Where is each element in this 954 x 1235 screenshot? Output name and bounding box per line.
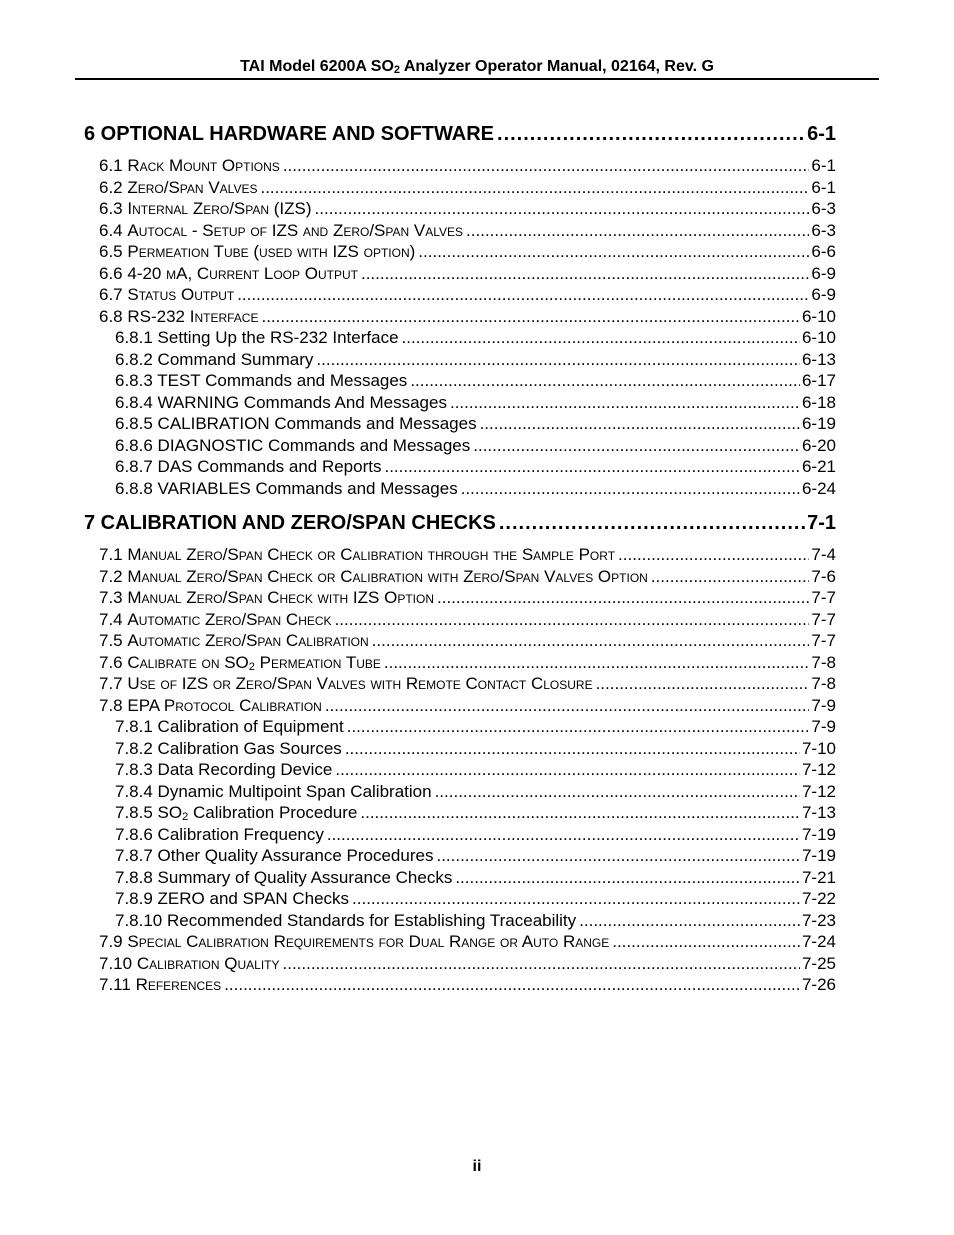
- entry-title: [115, 910, 576, 932]
- dot-leader: [618, 544, 809, 566]
- entry-text: Manual Zero/Span Check or Calibration with Zero/Span Valves Option: [127, 566, 648, 586]
- toc-entry[interactable]: [84, 845, 836, 867]
- entry-text: Rack Mount Options: [127, 156, 280, 175]
- dot-leader: [361, 263, 809, 285]
- toc-entry[interactable]: [84, 587, 836, 609]
- dot-leader: [497, 120, 805, 148]
- entry-title: [115, 759, 332, 781]
- entry-number: 7.8.6: [115, 824, 158, 844]
- toc-entry[interactable]: [84, 953, 836, 975]
- entry-page: 6-24: [801, 478, 836, 498]
- entry-page: 7-19: [801, 824, 836, 844]
- entry-title: [115, 349, 313, 371]
- entry-page: 6-9: [811, 285, 836, 304]
- dot-leader: [612, 931, 800, 953]
- entry-page: 7-23: [801, 910, 836, 930]
- entry-number: 7.6: [99, 652, 128, 672]
- entry-number: 7.8.10: [115, 910, 167, 930]
- entry-title: [115, 370, 407, 392]
- entry-page: 6-13: [801, 349, 836, 369]
- toc-entry[interactable]: [84, 478, 836, 500]
- entry-page: 7-9: [811, 717, 836, 736]
- toc-entry[interactable]: [84, 673, 836, 695]
- entry-text: EPA Protocol Calibration: [127, 695, 322, 715]
- dot-leader: [315, 198, 810, 220]
- dot-leader: [466, 220, 809, 242]
- dot-leader: [335, 759, 800, 781]
- dot-leader: [283, 953, 800, 975]
- dot-leader: [360, 802, 800, 824]
- toc-entry[interactable]: [84, 413, 836, 435]
- entry-title: [99, 630, 369, 652]
- dot-leader: [345, 738, 800, 760]
- entry-title: [115, 456, 381, 478]
- entry-page: 7-7: [811, 609, 836, 629]
- entry-text: TEST Commands and Messages: [157, 371, 408, 390]
- entry-number: 7.11: [99, 975, 136, 994]
- entry-page: 7-7: [811, 588, 836, 607]
- toc-entry[interactable]: [84, 370, 836, 392]
- entry-title: [99, 220, 463, 242]
- entry-number: 7.8.8: [115, 867, 158, 887]
- chapter-page: 7-1: [807, 512, 836, 534]
- entry-page: 7-24: [801, 932, 836, 951]
- toc-entry[interactable]: [84, 198, 836, 220]
- entry-page: 6-10: [801, 306, 836, 326]
- dot-leader: [473, 435, 800, 457]
- toc-entry[interactable]: [84, 802, 836, 824]
- dot-leader: [327, 824, 800, 846]
- entry-text: WARNING Commands And Messages: [157, 392, 447, 412]
- entry-text: Internal Zero/Span (IZS): [127, 199, 312, 218]
- entry-title: [99, 306, 258, 328]
- entry-number: 7.8.4: [115, 781, 158, 801]
- entry-number: 6.8.4: [115, 392, 158, 412]
- entry-title: [99, 566, 648, 588]
- entry-text: Calibration of Equipment: [157, 717, 344, 736]
- entry-number: 6.2: [99, 177, 128, 197]
- entry-title: [99, 263, 358, 285]
- toc-entry[interactable]: [84, 435, 836, 457]
- entry-page: 6-1: [811, 156, 836, 175]
- toc-entry[interactable]: [84, 716, 836, 738]
- entry-number: 7.4: [99, 609, 128, 629]
- entry-title: [115, 888, 349, 910]
- dot-leader: [418, 241, 809, 263]
- entry-text: Calibration Gas Sources: [157, 738, 342, 758]
- entry-text: Summary of Quality Assurance Checks: [157, 867, 453, 887]
- entry-number: 6.8.5: [115, 414, 158, 433]
- dot-leader: [260, 177, 809, 199]
- toc-entry[interactable]: [84, 241, 836, 263]
- entry-text: Status Output: [127, 285, 235, 304]
- entry-title: [99, 931, 609, 953]
- entry-page: 6-18: [801, 392, 836, 412]
- entry-title: [99, 953, 280, 975]
- entry-text: Other Quality Assurance Procedures: [157, 846, 434, 865]
- entry-text: Zero/Span Valves: [127, 177, 258, 197]
- entry-page: 6-3: [811, 199, 836, 218]
- entry-page: 7-12: [801, 760, 836, 779]
- entry-text: RS-232 Interface: [127, 306, 259, 326]
- header-title-part1: TAI Model 6200A SO: [240, 58, 394, 75]
- entry-page: 7-6: [811, 566, 836, 586]
- toc-entry[interactable]: [84, 867, 836, 889]
- entry-title: [99, 673, 593, 695]
- entry-number: 6.3: [99, 199, 128, 218]
- toc-entry[interactable]: [84, 759, 836, 781]
- entry-page: 7-22: [801, 889, 836, 908]
- entry-page: 7-25: [801, 953, 836, 973]
- entry-number: 7.2: [99, 566, 128, 586]
- dot-leader: [579, 910, 800, 932]
- entry-number: 6.8.2: [115, 349, 158, 369]
- entry-number: 6.5: [99, 242, 128, 261]
- toc-entry[interactable]: [84, 349, 836, 371]
- entry-text: Automatic Zero/Span Check: [127, 609, 332, 629]
- entry-number: 7.7: [99, 674, 128, 693]
- dot-leader: [283, 155, 810, 177]
- dot-leader: [352, 888, 800, 910]
- entry-title: [115, 867, 452, 889]
- entry-number: 6.8: [99, 306, 128, 326]
- entry-number: 7.8: [99, 695, 128, 715]
- entry-title: [99, 198, 312, 220]
- dot-leader: [224, 974, 800, 996]
- entry-text: Setting Up the RS-232 Interface: [157, 328, 399, 347]
- dot-leader: [384, 456, 799, 478]
- dot-leader: [435, 781, 800, 803]
- dot-leader: [316, 349, 800, 371]
- entry-title: [115, 845, 433, 867]
- entry-title: [115, 478, 458, 500]
- toc-entry[interactable]: [84, 177, 836, 199]
- entry-title: [99, 284, 234, 306]
- entry-number: 7.10: [99, 953, 137, 973]
- chapter-title: 6 OPTIONAL HARDWARE AND SOFTWARE: [84, 123, 495, 145]
- entry-number: 7.8.2: [115, 738, 158, 758]
- entry-title: [99, 241, 415, 263]
- entry-number: 6.8.3: [115, 371, 158, 390]
- dot-leader: [436, 845, 800, 867]
- entry-page: 6-1: [811, 177, 836, 197]
- page-header: [75, 56, 879, 80]
- entry-title: [99, 652, 381, 674]
- entry-text: Manual Zero/Span Check with IZS Option: [127, 588, 434, 607]
- entry-text: CALIBRATION Commands and Messages: [157, 414, 477, 433]
- toc-entry[interactable]: [84, 263, 836, 285]
- entry-number: 7.1: [99, 545, 128, 564]
- toc-entry[interactable]: [84, 888, 836, 910]
- dot-leader: [455, 867, 800, 889]
- entry-title: [99, 544, 615, 566]
- entry-text: Special Calibration Requirements for Dual Range or Auto Range: [127, 932, 610, 951]
- entry-page: 6-20: [801, 435, 836, 455]
- entry-number: 7.8.9: [115, 889, 158, 908]
- entry-number: 6.8.7: [115, 457, 158, 476]
- dot-leader: [499, 509, 805, 537]
- entry-title: [115, 802, 357, 824]
- dot-leader: [261, 306, 800, 328]
- entry-page: 7-19: [801, 846, 836, 865]
- entry-page: 7-21: [801, 867, 836, 887]
- entry-number: 6.4: [99, 220, 128, 240]
- entry-text: Dynamic Multipoint Span Calibration: [157, 781, 432, 801]
- entry-number: 6.1: [99, 156, 128, 175]
- entry-text: Autocal - Setup of IZS and Zero/Span Valves: [127, 220, 464, 240]
- entry-title: [115, 824, 324, 846]
- entry-page: 7-12: [801, 781, 836, 801]
- dot-leader: [450, 392, 800, 414]
- dot-leader: [237, 284, 809, 306]
- entry-title: [115, 781, 432, 803]
- entry-text: VARIABLES Commands and Messages: [157, 478, 458, 498]
- dot-leader: [372, 630, 810, 652]
- entry-page: 7-8: [811, 652, 836, 672]
- entry-number: 6.7: [99, 285, 128, 304]
- entry-page: 7-9: [811, 695, 836, 715]
- entry-text: $SO_2$ Calibration Procedure: [157, 803, 358, 823]
- entry-page: 7-4: [811, 545, 836, 564]
- entry-text: DIAGNOSTIC Commands and Messages: [157, 435, 471, 455]
- entry-text: Manual Zero/Span Check or Calibration through the Sample Port: [127, 545, 616, 564]
- entry-page: 7-26: [801, 975, 836, 994]
- entry-page: 6-19: [801, 414, 836, 433]
- entry-number: 6.6: [99, 263, 128, 283]
- dot-leader: [480, 413, 800, 435]
- entry-page: 6-17: [801, 371, 836, 390]
- dot-leader: [410, 370, 800, 392]
- dot-leader: [325, 695, 810, 717]
- entry-title: [99, 695, 322, 717]
- toc-entry[interactable]: [84, 652, 836, 674]
- entry-number: 7.5: [99, 631, 128, 650]
- entry-text: Automatic Zero/Span Calibration: [127, 631, 369, 650]
- entry-text: ZERO and SPAN Checks: [157, 889, 350, 908]
- dot-leader: [335, 609, 810, 631]
- toc-entry[interactable]: [84, 392, 836, 414]
- entry-number: 7.8.5: [115, 803, 158, 822]
- entry-page: 6-9: [811, 263, 836, 283]
- toc-entry[interactable]: [84, 974, 836, 996]
- entry-title: [99, 155, 280, 177]
- toc-entry[interactable]: [84, 695, 836, 717]
- entry-title: [99, 974, 221, 996]
- toc-entry[interactable]: [84, 910, 836, 932]
- entry-title: [115, 716, 344, 738]
- page-number: ii: [472, 1158, 482, 1175]
- entry-title: [115, 327, 399, 349]
- entry-page: 7-7: [811, 631, 836, 650]
- entry-title: [99, 609, 332, 631]
- entry-number: 7.3: [99, 588, 128, 607]
- dot-leader: [651, 566, 810, 588]
- dot-leader: [347, 716, 810, 738]
- chapter-title: 7 CALIBRATION AND ZERO/SPAN CHECKS: [84, 512, 496, 534]
- toc-entry[interactable]: [84, 327, 836, 349]
- entry-number: 7.8.7: [115, 846, 158, 865]
- toc-entry[interactable]: [84, 824, 836, 846]
- entry-text: References: [135, 975, 222, 994]
- toc-entry[interactable]: [84, 931, 836, 953]
- entry-text: DAS Commands and Reports: [157, 457, 382, 476]
- entry-text: Data Recording Device: [157, 760, 333, 779]
- entry-number: 7.8.1: [115, 717, 158, 736]
- entry-page: 7-10: [801, 738, 836, 758]
- entry-number: 6.8.8: [115, 478, 158, 498]
- dot-leader: [596, 673, 810, 695]
- entry-title: [99, 587, 434, 609]
- entry-title: [115, 435, 470, 457]
- entry-text: Use of IZS or Zero/Span Valves with Remote Contact Closure: [127, 674, 593, 693]
- entry-title: [115, 738, 342, 760]
- toc-entry[interactable]: [84, 738, 836, 760]
- toc-entry[interactable]: [84, 284, 836, 306]
- entry-title: [115, 392, 447, 414]
- entry-page: 6-10: [801, 328, 836, 347]
- entry-text: Calibration Quality: [136, 953, 280, 973]
- dot-leader: [402, 327, 800, 349]
- chapter-page: 6-1: [807, 123, 836, 145]
- entry-text: Calibration Frequency: [157, 824, 324, 844]
- entry-text: Recommended Standards for Establishing Traceability: [167, 910, 577, 930]
- entry-title: [99, 177, 257, 199]
- toc-entry[interactable]: [84, 220, 836, 242]
- toc-entry[interactable]: [84, 306, 836, 328]
- entry-text: Permeation Tube (used with IZS option): [127, 242, 416, 261]
- toc-entry[interactable]: [84, 544, 836, 566]
- entry-text: Command Summary: [157, 349, 314, 369]
- toc-entry[interactable]: [84, 630, 836, 652]
- entry-page: 6-3: [811, 220, 836, 240]
- entry-page: 7-8: [811, 674, 836, 693]
- dot-leader: [437, 587, 809, 609]
- table-of-contents: [84, 120, 836, 996]
- toc-entry[interactable]: [84, 155, 836, 177]
- entry-number: 7.9: [99, 932, 128, 951]
- entry-number: 6.8.1: [115, 328, 158, 347]
- entry-page: 7-13: [801, 803, 836, 822]
- dot-leader: [384, 652, 810, 674]
- entry-title: [115, 413, 477, 435]
- entry-number: 7.8.3: [115, 760, 158, 779]
- entry-page: 6-21: [801, 457, 836, 476]
- entry-number: 6.8.6: [115, 435, 158, 455]
- entry-text: Calibrate on $SO_2$ Permeation Tube: [127, 652, 381, 673]
- header-title-part2: Analyzer Operator Manual, 02164, Rev. G: [400, 58, 714, 75]
- toc-entry[interactable]: [84, 566, 836, 588]
- toc-chapter-6[interactable]: [84, 120, 836, 152]
- header-title-subscript: 2: [393, 64, 401, 76]
- entry-page: 6-6: [811, 242, 836, 261]
- toc-entry[interactable]: [84, 456, 836, 478]
- toc-chapter-7[interactable]: [84, 509, 836, 541]
- toc-entry[interactable]: [84, 609, 836, 631]
- toc-entry[interactable]: [84, 781, 836, 803]
- dot-leader: [461, 478, 800, 500]
- entry-text: 4-20 mA, Current Loop Output: [127, 263, 358, 283]
